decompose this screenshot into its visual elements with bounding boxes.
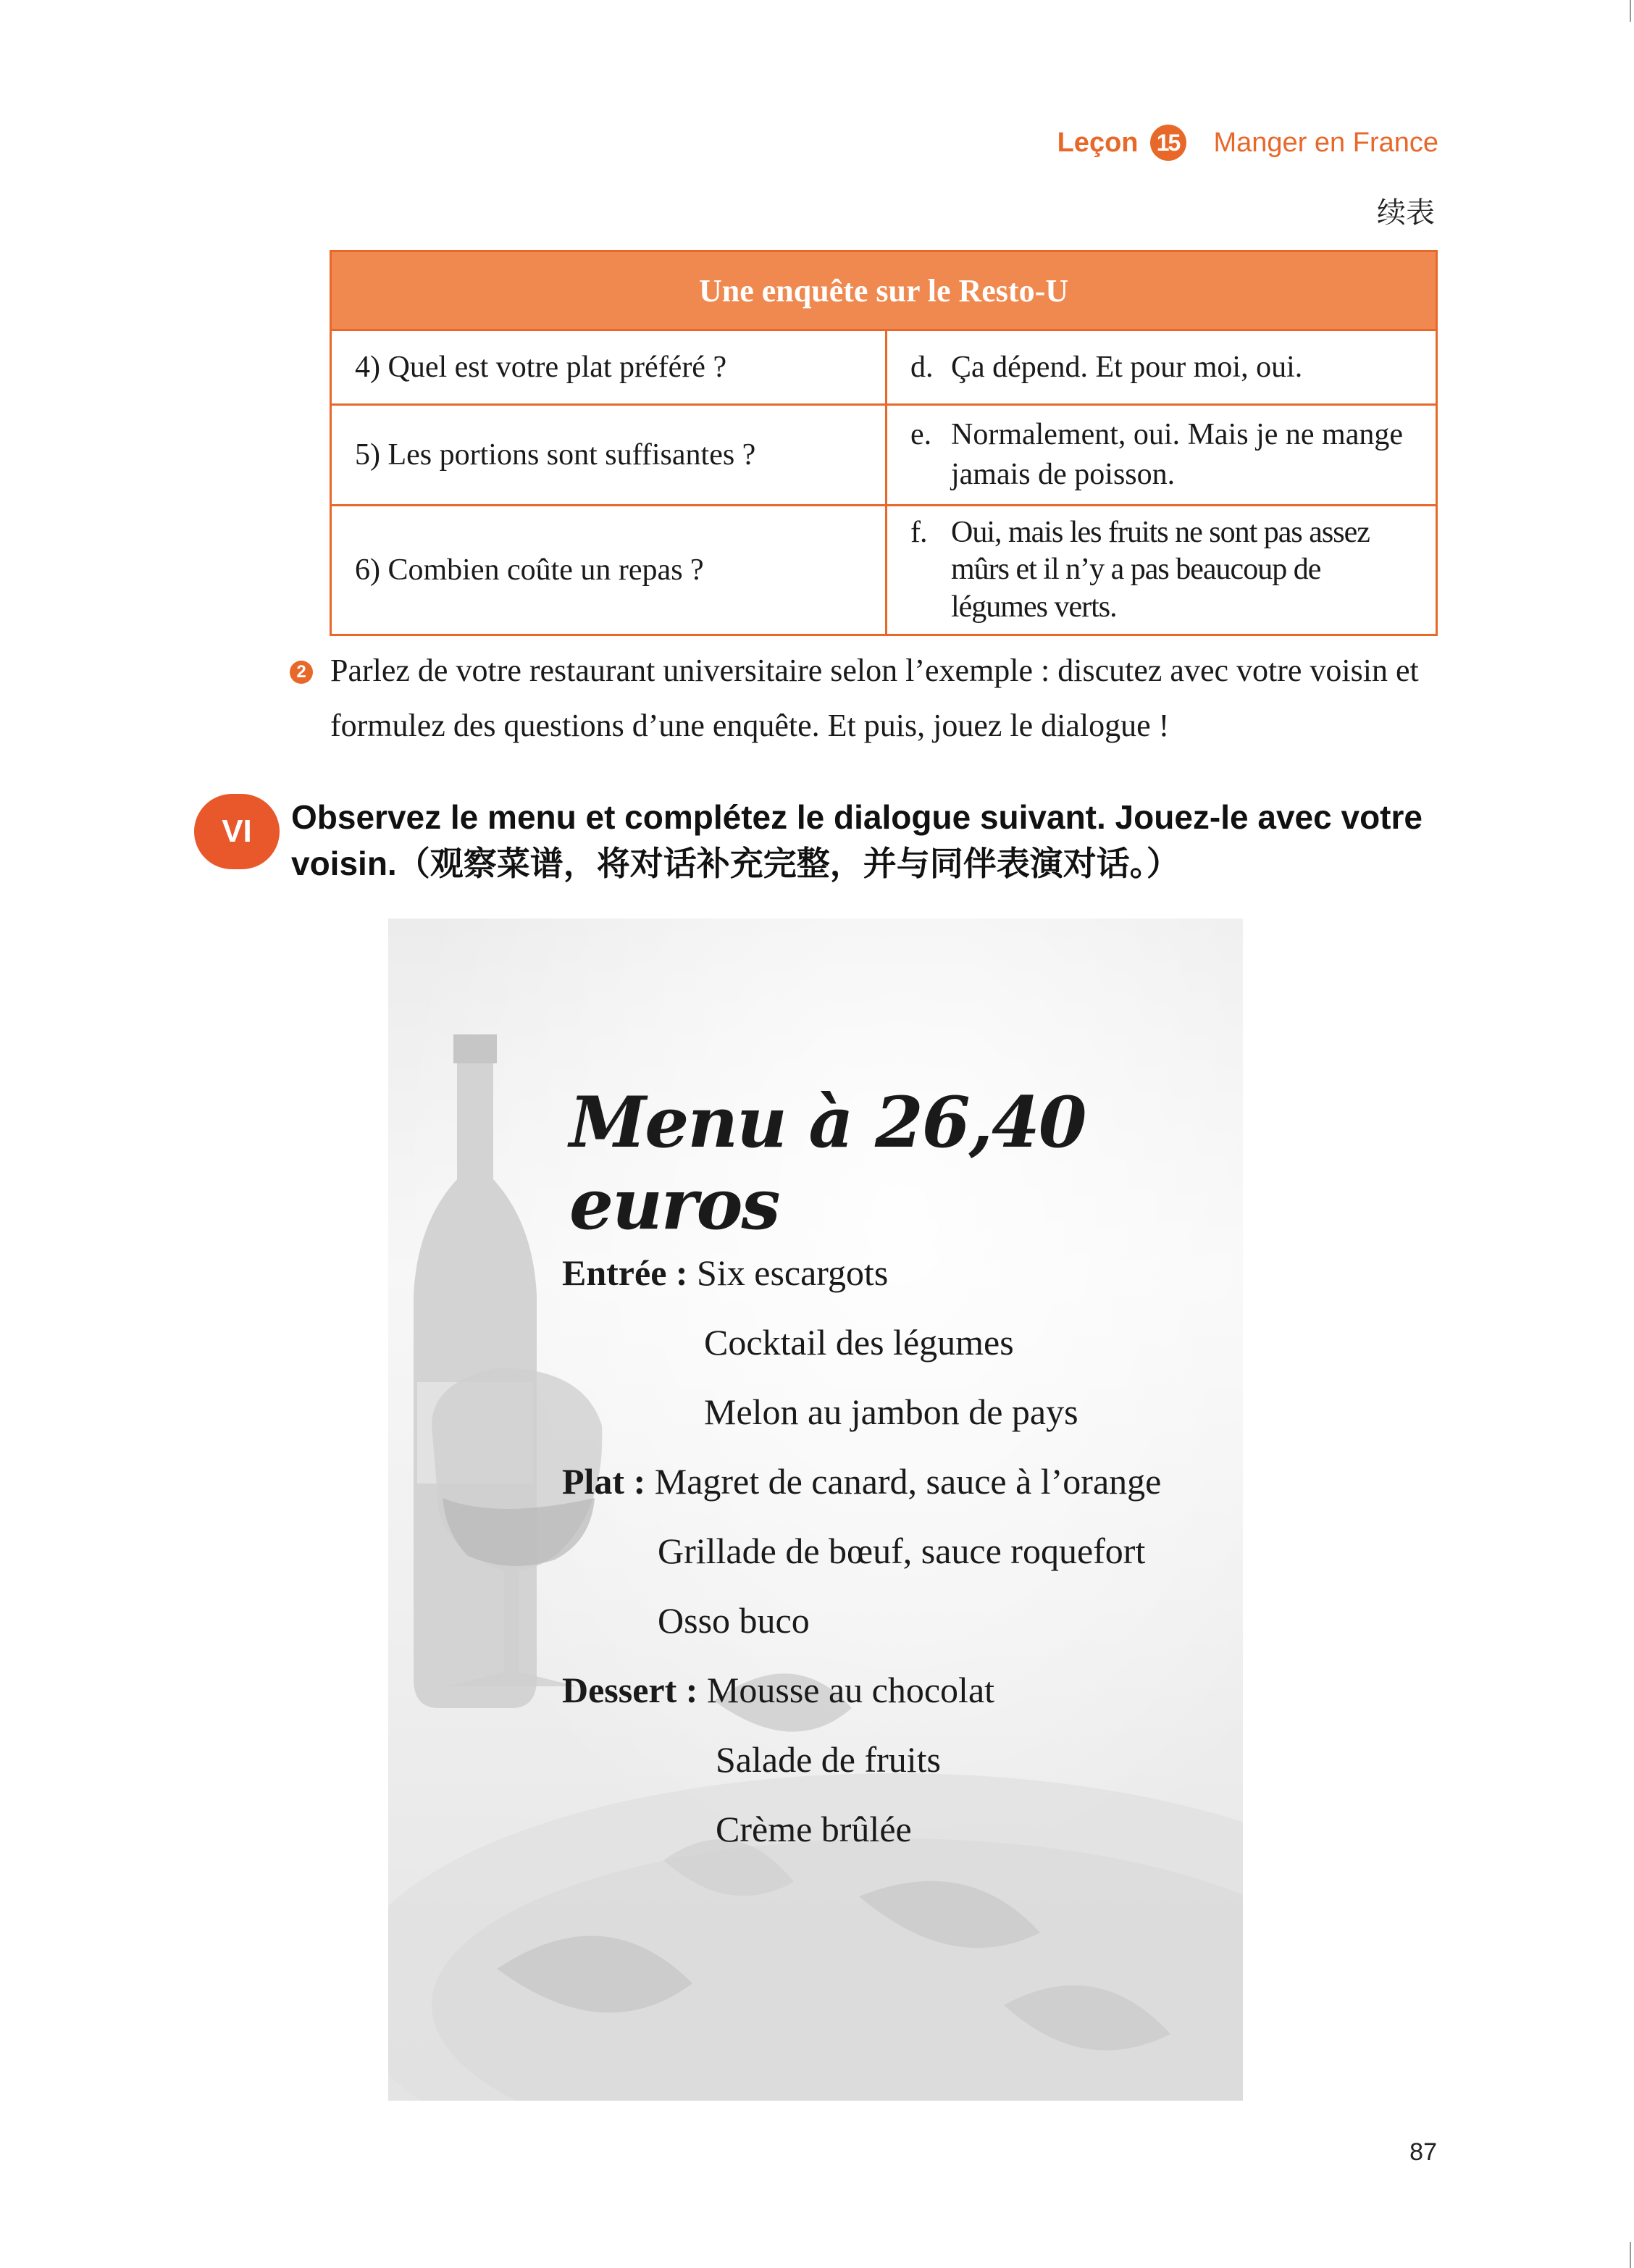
survey-question: 4) Quel est votre plat préféré ? bbox=[331, 330, 887, 405]
survey-answer: Normalement, oui. Mais je ne mange jamais de poisson. bbox=[951, 418, 1403, 491]
answer-letter: e. bbox=[910, 418, 932, 452]
section-badge: VI bbox=[194, 794, 280, 869]
section-instruction-line-1: Observez le menu et complétez le dialogue suivant. Jouez-le avec votre bbox=[291, 798, 1423, 836]
survey-table-title: Une enquête sur le Resto-U bbox=[331, 251, 1437, 330]
menu-entree-label: Entrée : bbox=[562, 1252, 688, 1293]
survey-table bbox=[330, 250, 1438, 636]
menu-item: Mousse au chocolat bbox=[706, 1670, 995, 1710]
survey-answer-cell bbox=[887, 330, 1437, 405]
survey-answer-cell bbox=[887, 506, 1437, 635]
survey-question: 6) Combien coûte un repas ? bbox=[331, 506, 887, 635]
exercise-2-text: Parlez de votre restaurant universitaire selon l’exemple : discutez avec votre voisin et formulez des questions d’une enquête. Et puis, jouez le dialogue ! bbox=[330, 653, 1419, 743]
lesson-label: Leçon bbox=[1057, 127, 1139, 158]
menu-item: Melon au jambon de pays bbox=[704, 1392, 1078, 1432]
menu-plat-label: Plat : bbox=[562, 1461, 646, 1502]
chapter-title: Manger en France bbox=[1213, 127, 1438, 158]
survey-question: 5) Les portions sont suffisantes ? bbox=[331, 405, 887, 506]
page-header bbox=[1057, 125, 1438, 161]
survey-answer: Ça dépend. Et pour moi, oui. bbox=[951, 350, 1303, 384]
crop-mark bbox=[1630, 0, 1631, 22]
table-row bbox=[331, 506, 1437, 635]
section-vi bbox=[194, 794, 1447, 887]
exercise-number-badge: 2 bbox=[290, 661, 313, 684]
menu-item: Grillade de bœuf, sauce roquefort bbox=[658, 1531, 1146, 1571]
menu-card bbox=[388, 919, 1243, 2101]
menu-item: Osso buco bbox=[658, 1600, 810, 1641]
exercise-2 bbox=[290, 643, 1441, 753]
survey-answer-cell bbox=[887, 405, 1437, 506]
menu-entree-line bbox=[562, 1252, 888, 1294]
table-row bbox=[331, 330, 1437, 405]
page-number: 87 bbox=[1409, 2138, 1437, 2166]
menu-dessert-label: Dessert : bbox=[562, 1670, 698, 1710]
table-row bbox=[331, 405, 1437, 506]
survey-answer: Oui, mais les fruits ne sont pas assez mûrs et il n’y a pas beaucoup de légumes verts. bbox=[951, 516, 1370, 624]
menu-item: Six escargots bbox=[697, 1252, 889, 1293]
answer-letter: f. bbox=[910, 516, 927, 550]
lesson-number-badge: 15 bbox=[1150, 125, 1186, 161]
crop-mark bbox=[1630, 2242, 1631, 2268]
answer-letter: d. bbox=[910, 350, 934, 384]
menu-item: Salade de fruits bbox=[716, 1739, 942, 1780]
section-instruction-line-2: voisin.（观察菜谱，将对话补充完整，并与同伴表演对话。） bbox=[291, 845, 1180, 882]
menu-item: Crème brûlée bbox=[716, 1809, 912, 1849]
section-instruction bbox=[291, 794, 1447, 887]
menu-item: Magret de canard, sauce à l’orange bbox=[654, 1461, 1162, 1502]
menu-plat-line bbox=[562, 1460, 1161, 1502]
menu-dessert-line bbox=[562, 1669, 994, 1711]
table-continued-note: 续表 bbox=[1377, 196, 1435, 229]
menu-title: Menu à 26,40 euros bbox=[569, 1081, 1086, 1245]
menu-item: Cocktail des légumes bbox=[704, 1322, 1014, 1363]
